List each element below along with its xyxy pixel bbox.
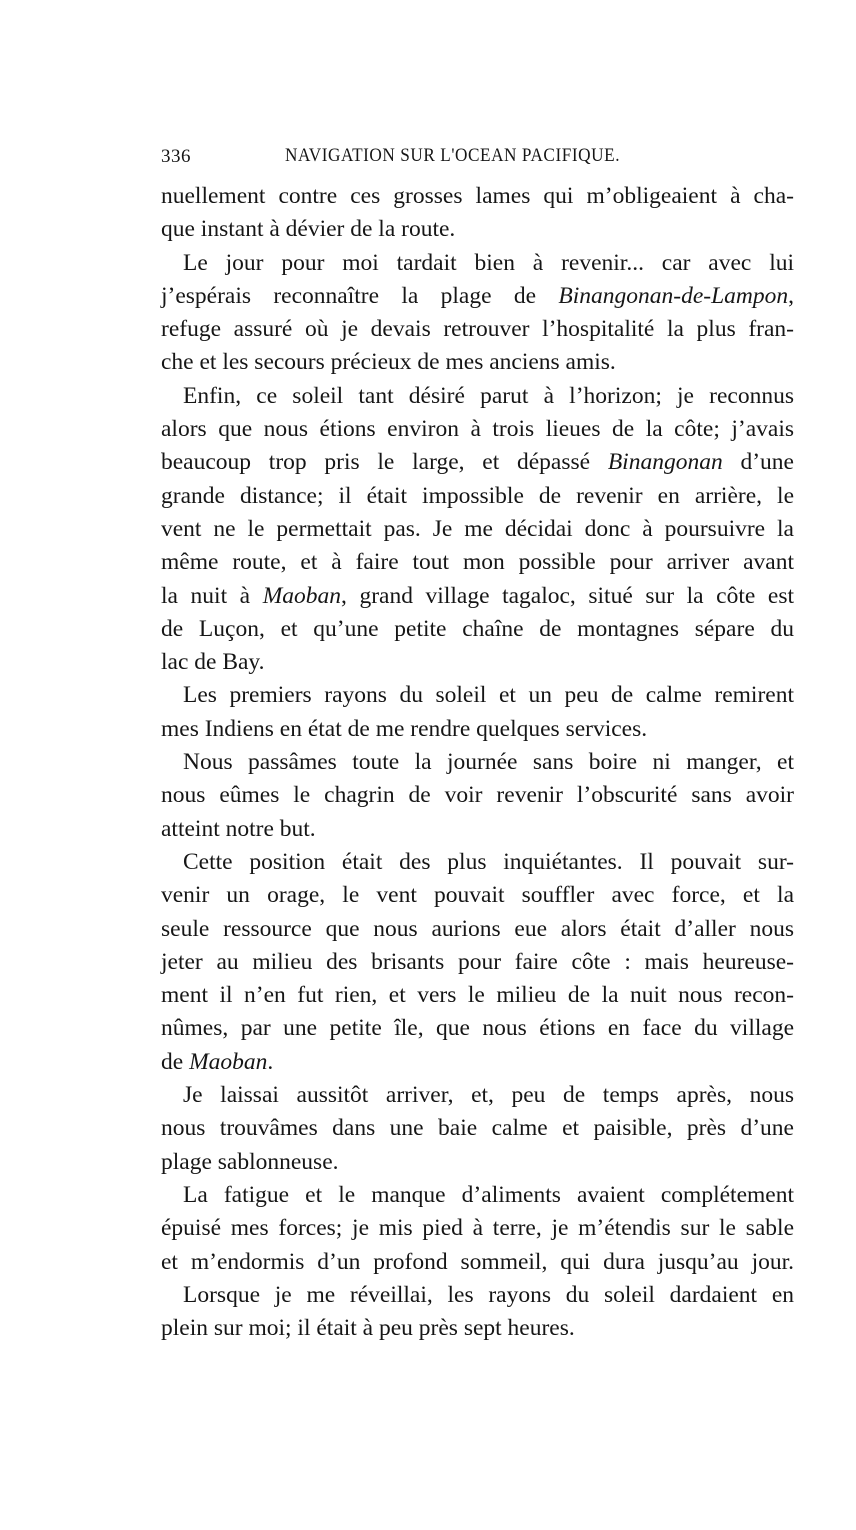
text-line (161, 346, 794, 379)
text-line (161, 247, 794, 280)
text-line (161, 1046, 794, 1079)
text-segment: seule ressource que nous aurions eue alors était d’aller nous (161, 915, 794, 942)
text-line (161, 946, 794, 979)
text-segment: alors que nous étions environ à trois lieues de la côte; j’avais (161, 416, 794, 443)
text-line (161, 1179, 794, 1212)
text-segment: et m’endormis d’un profond sommeil, qui dura jusqu’au jour. (161, 1248, 794, 1275)
text-segment: la nuit à (161, 582, 263, 609)
text-line (161, 280, 794, 313)
text-line (161, 580, 794, 613)
text-segment: refuge assuré où je devais retrouver l’hospitalité la plus fran- (161, 316, 794, 343)
text-segment: nous eûmes le chagrin de voir revenir l’obscurité sans avoir (161, 782, 794, 809)
text-line (161, 846, 794, 879)
text-segment: , (788, 282, 794, 309)
text-segment: Je laissai aussitôt arriver, et, peu de temps après, nous (183, 1082, 794, 1109)
text-line (161, 313, 794, 346)
text-line (161, 646, 794, 679)
text-segment: Cette position était des plus inquiétantes. Il pouvait sur- (183, 848, 794, 875)
text-line (161, 546, 794, 579)
text-segment: nous trouvâmes dans une baie calme et paisible, près d’une (161, 1115, 794, 1142)
text-segment: épuisé mes forces; je mis pied à terre, je m’étendis sur le sable (161, 1215, 794, 1242)
text-segment: atteint notre but. (161, 815, 316, 842)
text-segment: mes Indiens en état de me rendre quelques services. (161, 715, 648, 742)
text-segment: de Luçon, et qu’une petite chaîne de montagnes sépare du (161, 615, 794, 642)
text-line (161, 1246, 794, 1279)
text-line (161, 913, 794, 946)
text-line (161, 1279, 794, 1312)
text-segment: Enfin, ce soleil tant désiré parut à l’horizon; je reconnus (183, 382, 794, 409)
text-segment: de (161, 1048, 190, 1075)
text-segment: . (267, 1048, 274, 1075)
text-segment: Nous passâmes toute la journée sans boire ni manger, et (183, 749, 794, 776)
text-line (161, 613, 794, 646)
page-number: 336 (161, 146, 191, 167)
text-segment: même route, et à faire tout mon possible pour arriver avant (161, 549, 794, 576)
text-line (161, 1146, 794, 1179)
text-segment: venir un orage, le vent pouvait souffler avec force, et la (161, 882, 794, 909)
text-line (161, 879, 794, 912)
text-segment: ment il n’en fut rien, et vers le milieu de la nuit nous recon- (161, 982, 794, 1009)
body-text (161, 180, 794, 1345)
text-segment: nuellement contre ces grosses lames qui m’obligeaient à cha- (161, 183, 794, 209)
text-segment: lac de Bay. (161, 649, 265, 676)
text-line (161, 1079, 794, 1112)
text-line (161, 746, 794, 779)
text-line (161, 713, 794, 746)
text-line (161, 813, 794, 846)
text-segment: Les premiers rayons du soleil et un peu de calme remirent (183, 682, 794, 709)
text-line (161, 1012, 794, 1045)
italic-place-name: Binangonan (607, 449, 723, 476)
text-segment: d’une (722, 449, 794, 476)
text-segment: jeter au milieu des brisants pour faire côte : mais heureuse- (161, 948, 794, 975)
text-line (161, 213, 794, 246)
italic-place-name: Binangonan-de-Lampon (558, 282, 789, 309)
text-line (161, 480, 794, 513)
text-segment: que instant à dévier de la route. (161, 216, 456, 243)
text-line (161, 1212, 794, 1245)
text-segment: grande distance; il était impossible de revenir en arrière, le (161, 482, 794, 509)
text-segment: plage sablonneuse. (161, 1148, 339, 1175)
text-segment: plein sur moi; il était à peu près sept heures. (161, 1315, 575, 1342)
text-segment: , grand village tagaloc, situé sur la côte est (341, 582, 794, 609)
text-line (161, 413, 794, 446)
text-segment: Lorsque je me réveillai, les rayons du soleil dardaient en (183, 1281, 794, 1308)
text-segment: nûmes, par une petite île, que nous étions en face du village (161, 1015, 794, 1042)
italic-place-name: Maoban (262, 582, 342, 609)
text-segment: j’espérais reconnaître la plage de (161, 282, 559, 309)
italic-place-name: Maoban (189, 1048, 268, 1075)
text-segment: vent ne le permettait pas. Je me décidai donc à poursuivre la (161, 515, 794, 542)
running-header (161, 146, 681, 174)
text-line (161, 1112, 794, 1145)
text-line (161, 679, 794, 712)
text-segment: che et les secours précieux de mes anciens amis. (161, 349, 616, 376)
text-segment: beaucoup trop pris le large, et dépassé (161, 449, 608, 476)
text-line (161, 779, 794, 812)
text-segment: La fatigue et le manque d’aliments avaient complétement (183, 1181, 794, 1208)
text-line (161, 380, 794, 413)
text-line (161, 1312, 794, 1345)
text-line (161, 180, 794, 213)
running-title: NAVIGATION SUR L'OCEAN PACIFIQUE. (285, 146, 621, 166)
text-line (161, 446, 794, 479)
text-segment: Le jour pour moi tardait bien à revenir... car avec lui (183, 249, 794, 276)
text-line (161, 979, 794, 1012)
text-line (161, 513, 794, 546)
